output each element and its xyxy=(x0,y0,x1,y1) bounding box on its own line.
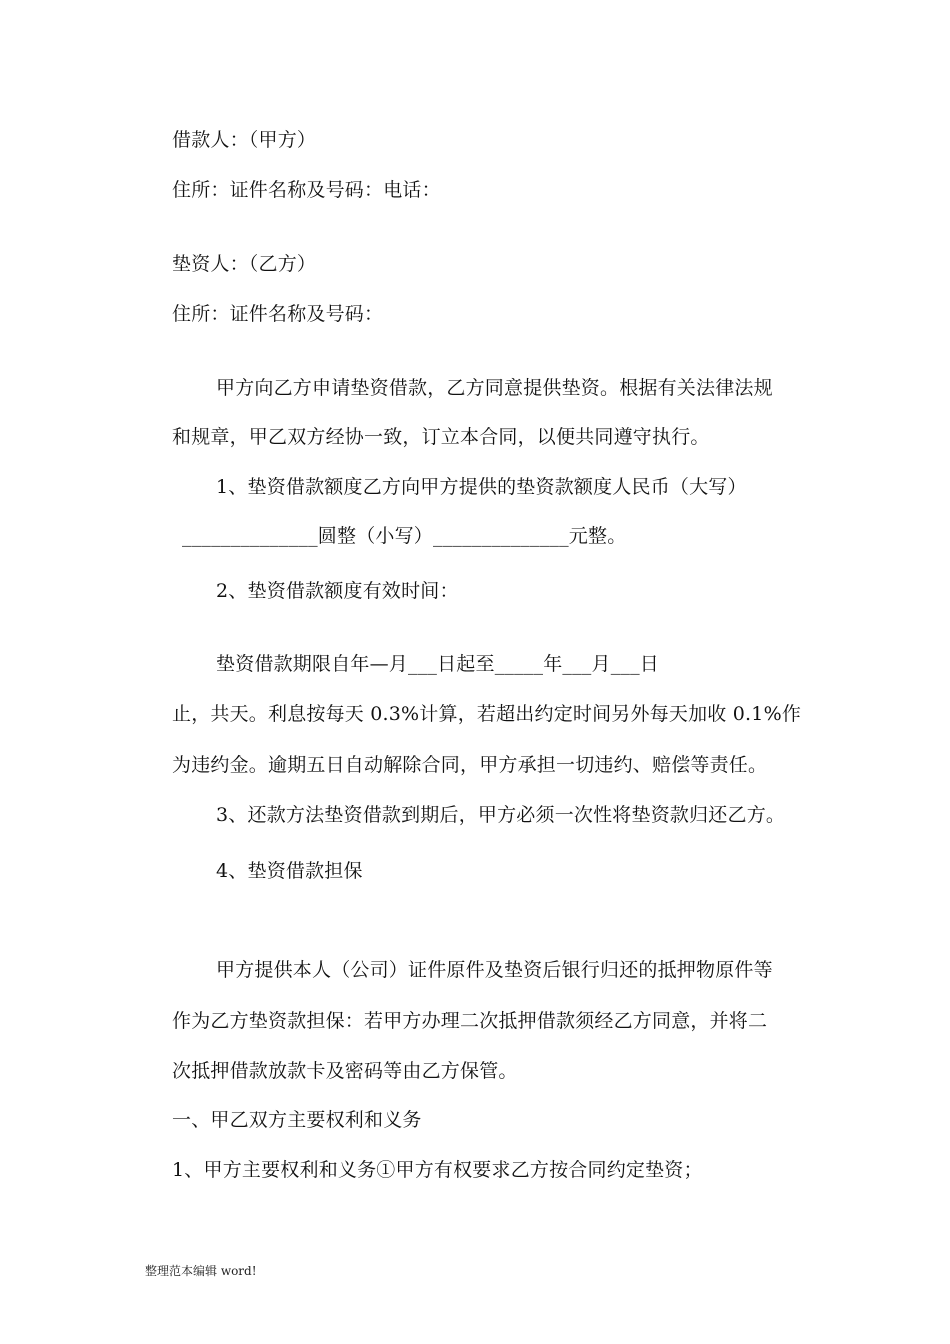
section-heading-rights-obligations: 一、甲乙双方主要权利和义务 xyxy=(172,1109,422,1131)
clause-1-line-1: 1、垫资借款额度乙方向甲方提供的垫资款额度人民币（大写） xyxy=(216,476,747,498)
clause-2-heading: 2、垫资借款额度有效时间： xyxy=(216,580,459,602)
clause-2-line-2: 止，共天。利息按每天 0.3%计算，若超出约定时间另外每天加收 0.1%作 xyxy=(172,703,802,725)
borrower-line: 借款人：（甲方） xyxy=(172,129,317,151)
guarantee-paragraph-line-3: 次抵押借款放款卡及密码等由乙方保管。 xyxy=(172,1060,518,1082)
footer-note: 整理范本编辑 word! xyxy=(145,1264,257,1278)
lender-line: 垫资人：（乙方） xyxy=(172,253,317,275)
clause-3-line: 3、还款方法垫资借款到期后，甲方必须一次性将垫资款归还乙方。 xyxy=(216,804,786,826)
intro-paragraph-line-2: 和规章，甲乙双方经协一致，订立本合同，以便共同遵守执行。 xyxy=(172,426,710,448)
clause-2-line-1: 垫资借款期限自年—月___日起至_____年___月___日 xyxy=(216,653,660,675)
guarantee-paragraph-line-1: 甲方提供本人（公司）证件原件及垫资后银行归还的抵押物原件等 xyxy=(216,959,773,981)
borrower-address-line: 住所：证件名称及号码：电话： xyxy=(172,179,441,201)
clause-1-line-2: ______________圆整（小写）______________元整。 xyxy=(182,525,627,547)
intro-paragraph-line-1: 甲方向乙方申请垫资借款，乙方同意提供垫资。根据有关法律法规 xyxy=(216,377,773,399)
clause-2-line-3: 为违约金。逾期五日自动解除合同，甲方承担一切违约、赔偿等责任。 xyxy=(172,754,768,776)
clause-4-heading: 4、垫资借款担保 xyxy=(216,860,363,882)
lender-address-line: 住所：证件名称及号码： xyxy=(172,303,384,325)
guarantee-paragraph-line-2: 作为乙方垫资款担保：若甲方办理二次抵押借款须经乙方同意，并将二 xyxy=(172,1010,768,1032)
party-a-rights-line: 1、甲方主要权利和义务①甲方有权要求乙方按合同约定垫资； xyxy=(172,1159,703,1181)
